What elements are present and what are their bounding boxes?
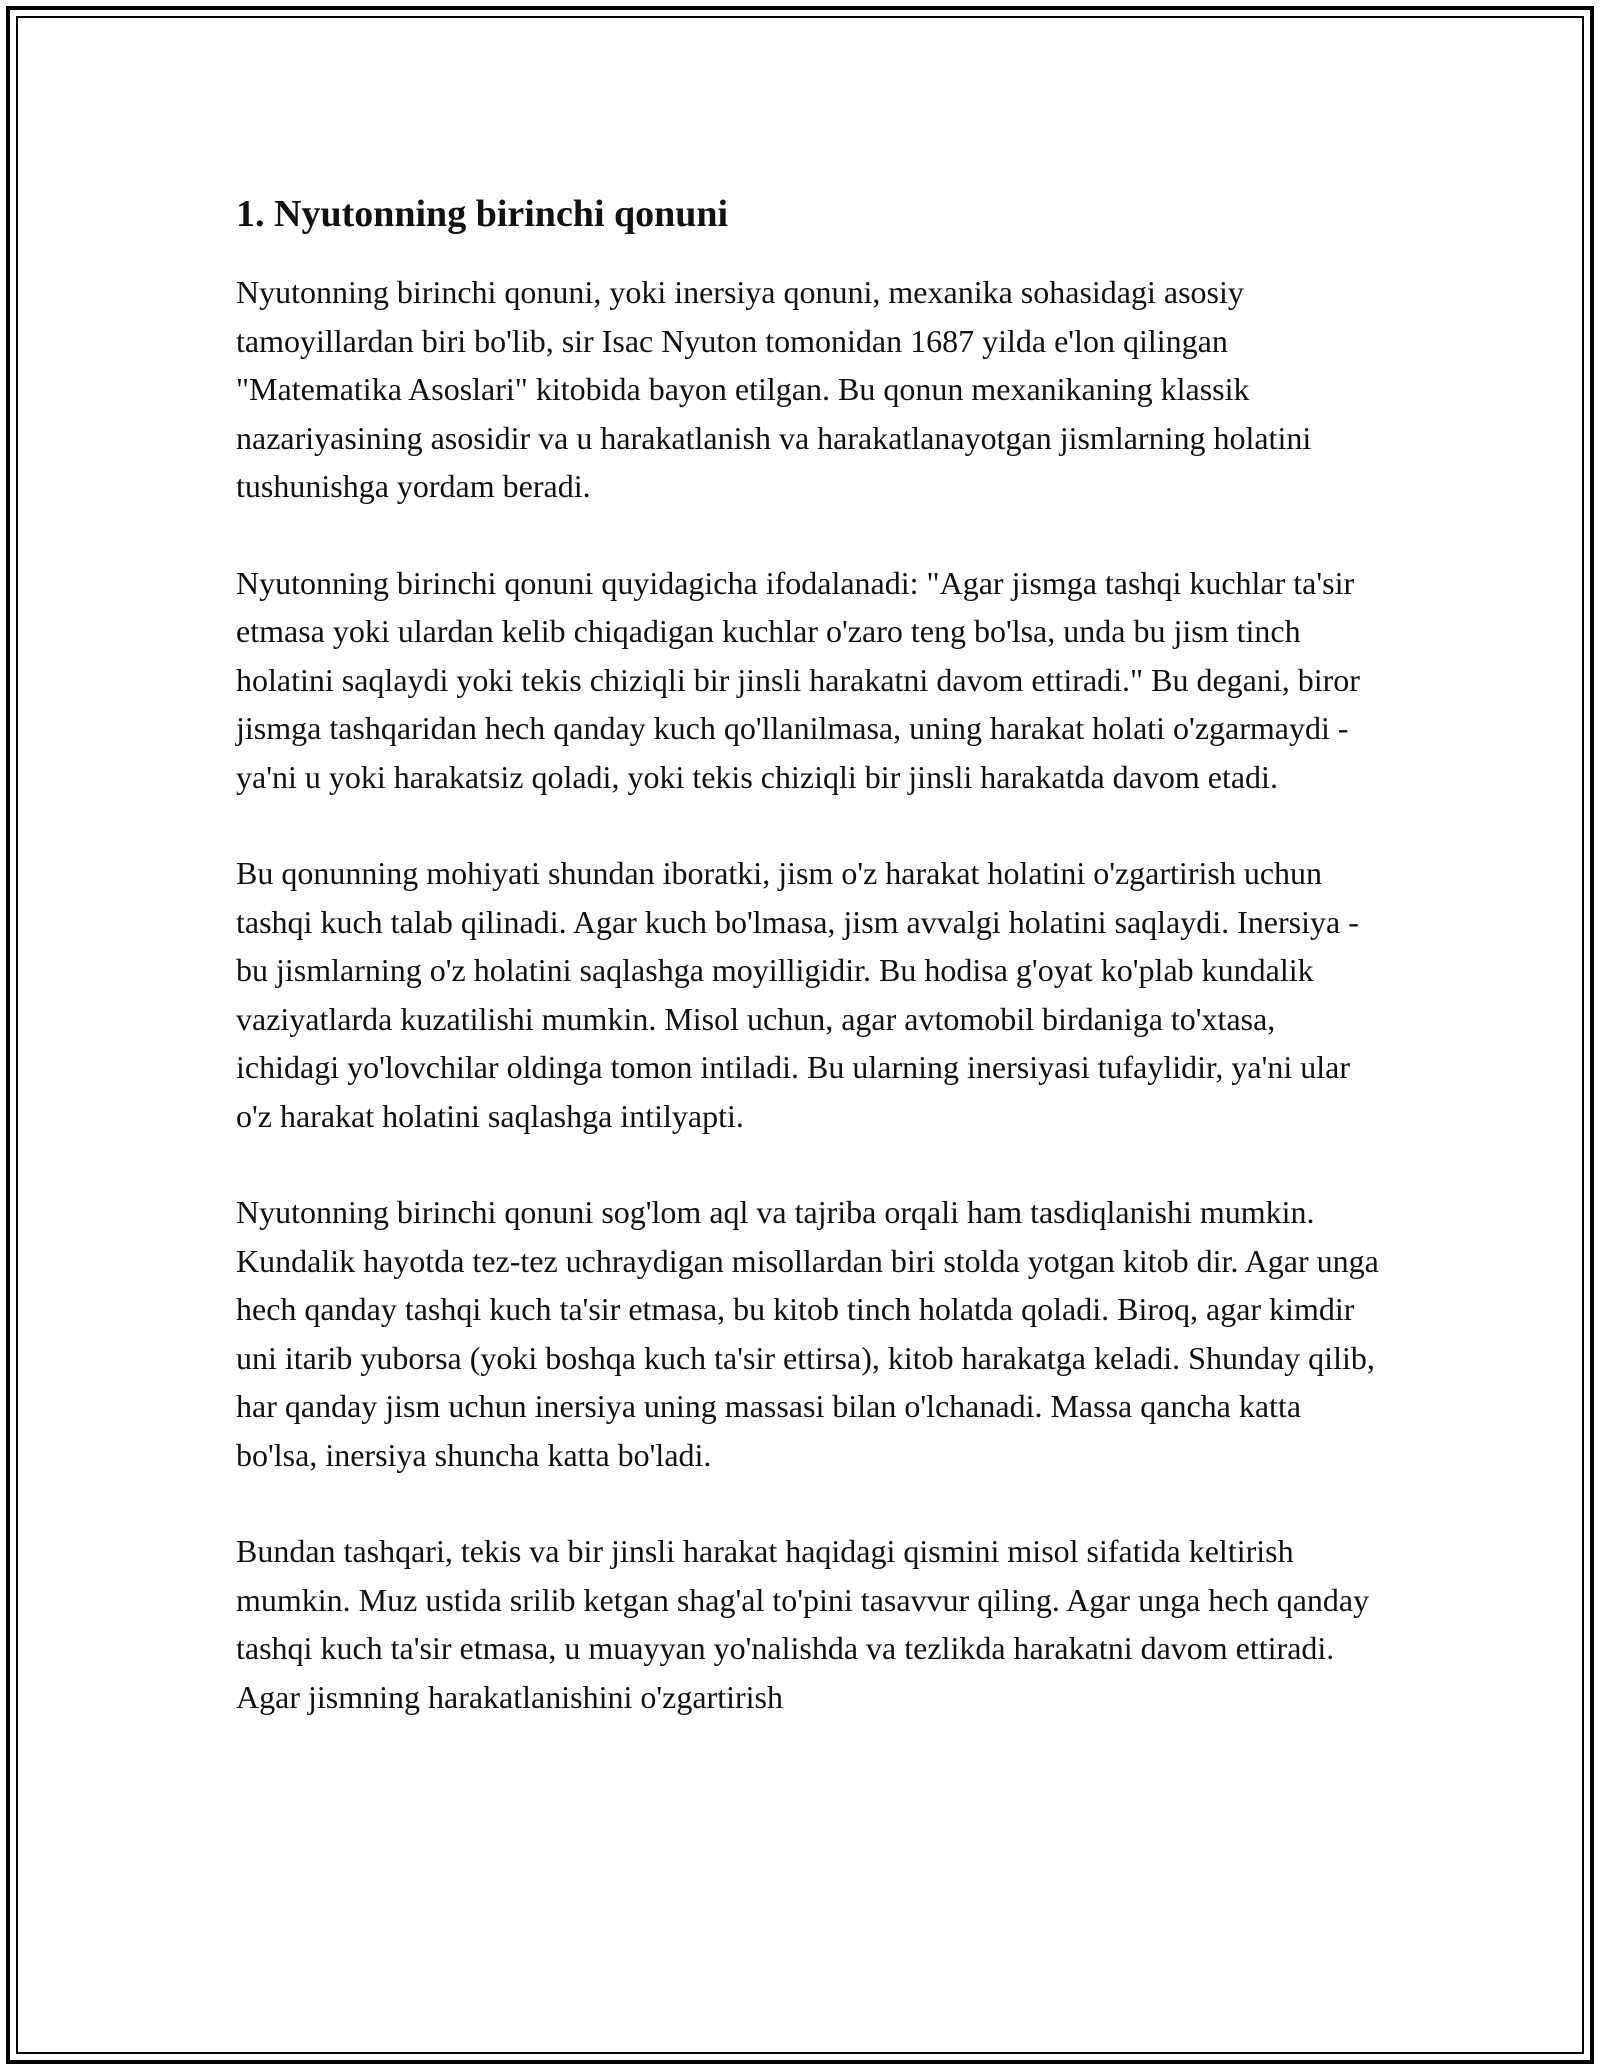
paragraph-5: Bundan tashqari, tekis va bir jinsli harakat haqidagi qismini misol sifatida keltirish mumkin. Muz ustida srilib ketgan shag'al to'pini tasavvur qiling. Agar unga hech qanday tashqi kuch ta'sir etmasa, u muayyan yo'nalishda va tezlikda harakatni davom ettiradi. Agar jismning harakatlanishini o'zgartirish	[236, 1533, 1370, 1715]
section-heading: 1. Nyutonning birinchi qonuni	[236, 193, 729, 235]
document-body	[236, 186, 1386, 1769]
paragraph-2: Nyutonning birinchi qonuni quyidagicha ifodalanadi: "Agar jismga tashqi kuchlar ta'sir etmasa yoki ulardan kelib chiqadigan kuchlar o'zaro teng bo'lsa, unda bu jism tinch holatini saqlaydi yoki tekis chiziqli bir jinsli harakatni davom ettiradi." Bu degani, biror jismga tashqaridan hech qanday kuch qo'llanilmasa, uning harakat holati o'zgarmaydi - ya'ni u yoki harakatsiz qoladi, yoki tekis chiziqli bir jinsli harakatda davom etadi.	[236, 564, 1360, 795]
paragraph-1: Nyutonning birinchi qonuni, yoki inersiya qonuni, mexanika sohasidagi asosiy tamoyillardan biri bo'lib, sir Isac Nyuton tomonidan 1687 yilda e'lon qilingan "Matematika Asoslari" kitobida bayon etilgan. Bu qonun mexanikaning klassik nazariyasining asosidir va u harakatlanish va harakatlanayotgan jismlarning holatini tushunishga yordam beradi.	[236, 274, 1312, 504]
paragraph-3: Bu qonunning mohiyati shundan iboratki, jism o'z harakat holatini o'zgartirish uchun tashqi kuch talab qilinadi. Agar kuch bo'lmasa, jism avvalgi holatini saqlaydi. Inersiya - bu jismlarning o'z holatini saqlashga moyilligidir. Bu hodisa g'oyat ko'plab kundalik vaziyatlarda kuzatilishi mumkin. Misol uchun, agar avtomobil birdaniga to'xtasa, ichidagi yo'lovchilar oldinga tomon intiladi. Bu ularning inersiyasi tufaylidir, ya'ni ular o'z harakat holatini saqlashga intilyapti.	[236, 855, 1359, 1134]
paragraph-4: Nyutonning birinchi qonuni sog'lom aql va tajriba orqali ham tasdiqlanishi mumkin. Kundalik hayotda tez-tez uchraydigan misollardan biri stolda yotgan kitob dir. Agar unga hech qanday tashqi kuch ta'sir etmasa, bu kitob tinch holatda qoladi. Biroq, agar kimdir uni itarib yuborsa (yoki boshqa kuch ta'sir ettirsa), kitob harakatga keladi. Shunday qilib, har qanday jism uchun inersiya uning massasi bilan o'lchanadi. Massa qancha katta bo'lsa, inersiya shuncha katta bo'ladi.	[236, 1194, 1379, 1473]
